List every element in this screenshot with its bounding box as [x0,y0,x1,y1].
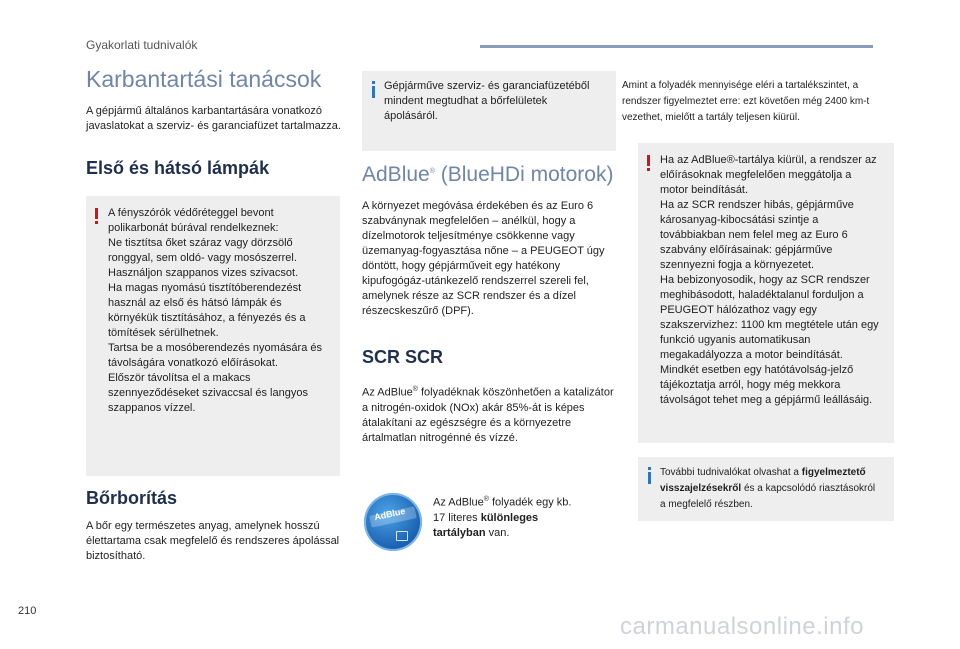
scr-warning-box [638,143,894,443]
column-1 [86,66,341,179]
column-2 [362,163,617,446]
adblue-title: AdBlue® (BlueHDi motorok) [362,163,614,186]
adblue-text: A környezet megóvása érdekében és az Euro 6 szabványnak megfelelően – anélkül, hogy a dízelmotorok teljesítménye csökkenne vagy üzemanyag-fogyasztása nőne – a PEUGEOT úgy döntött, hogy gépjárműveit egy hatékony kipufogógáz-utánkezelő rendszerrel szereli fel, amelynek része az SCR rendszer és a dízel részecskeszűrő (DPF). [362,200,605,318]
scr-title: SCR SCR [362,347,444,368]
leather-title: Bőrborítás [86,488,178,508]
warning-icon [646,155,651,171]
leather-text: A bőr egy természetes anyag, amelynek hosszú élettartama csak megfelelő és rendszeres ápolással biztosítható. [86,520,340,562]
warning-line: Tartsa be a mosóberendezés nyomására és távolságára vonatkozó előírásokat. [108,342,323,369]
section-header: Gyakorlati tudnivalók [86,38,198,52]
warning-line: Ha az SCR rendszer hibás, gépjárműve károsanyag-kibocsátási szintje a továbbiakban nem felel meg az Euro 6 szabvány előírásainak: gépjárműve szennyezni fogja a környezetet. [660,199,854,271]
warning-line: Használjon szappanos vizes szivacsot. [108,267,299,279]
tank-text: Az AdBlue® folyadék egy kb. 17 literes különleges tartályban van. [433,496,572,539]
header-bar [480,45,873,48]
alerts-info-text: További tudnivalókat olvashat a figyelmeztető visszajelzésekről és a kapcsolódó riasztásokról a megfelelő részben. [660,467,876,510]
leather-section [86,488,341,564]
lamps-warning-box [86,196,340,476]
leather-info-text: Gépjárműve szerviz- és garanciafüzetéből mindent megtudhat a bőrfelületek ápolásáról. [384,80,590,122]
intro-text: A gépjármű általános karbantartására vonatkozó javaslatokat a szerviz- és garanciafüzet tartalmazza. [86,105,341,133]
page-number: 210 [18,605,37,617]
scr-text: Az AdBlue® folyadéknak köszönhetően a katalizátor a nitrogén-oxidok (NOx) akár 85%-át is képes átalakítani az egészségre és a környezetre ártalmatlan nitrogénné és vízzé. [362,386,614,444]
warning-line: Ha az AdBlue®-tartálya kiürül, a rendszer az előírásoknak megfelelően meggátolja a motor beindítását. [660,154,877,196]
warning-line: A fényszórók védőréteggel bevont polikarbonát búrával rendelkeznek: [108,207,279,234]
watermark: carmanualsonline.info [620,613,864,640]
warning-line: Mindkét esetben egy hatótávolság-jelző tájékoztatja arról, hogy még mekkora távolságot tehet meg a gépjármű leállásáig. [660,364,873,406]
info-icon [647,467,651,484]
lamps-title: Első és hátsó lámpák [86,158,270,179]
leather-info-box [362,71,616,151]
warning-icon [94,208,99,224]
info-icon [371,81,375,98]
scr-warning-text [660,153,880,408]
adblue-logo-icon [364,493,422,551]
warning-line: Ha bebizonyosodik, hogy az SCR rendszer meghibásodott, haladéktalanul forduljon a PEUGEOT hálózathoz vagy egy szakszervizhez: 1100 km megtétele után egy funkció ugyanis automatikusan megakadályozza a motor beindítását. [660,274,879,361]
warning-line: Ha magas nyomású tisztítóberendezést használ az első és hátsó lámpák és környékük tisztításához, a fényezés és a tömítések sérülhetnek. [108,282,306,339]
page-title: Karbantartási tanácsok [86,66,322,92]
lamps-warning-text [108,206,326,416]
level-text: Amint a folyadék mennyisége eléri a tartalékszintet, a rendszer figyelmeztet erre: ezt követően még 2400 km-t vezethet, mielőtt a tartály teljesen kiürül. [622,80,870,123]
warning-line: Ne tisztítsa őket száraz vagy dörzsölő ronggyal, sem oldó- vagy mosószerrel. [108,237,297,264]
alerts-info-box [638,457,894,521]
book-icon [396,531,408,541]
warning-line: Először távolítsa el a makacs szennyeződéseket szivaccsal és langyos szappanos vízzel. [108,372,308,414]
badge-label: AdBlue [373,505,407,523]
